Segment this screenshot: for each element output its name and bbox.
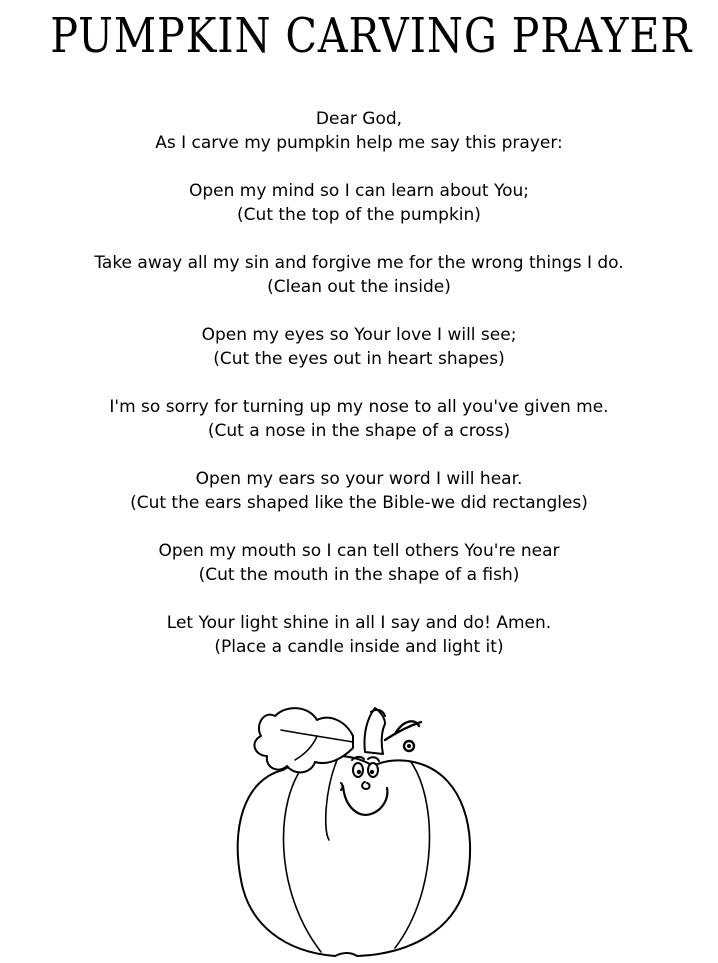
pumpkin-stem (364, 708, 385, 754)
carving-instruction: (Clean out the inside) (267, 277, 451, 297)
prayer-line: Let Your light shine in all I say and do! Amen. (166, 613, 552, 633)
prayer-stanza (0, 251, 718, 299)
carving-instruction: (Place a candle inside and light it) (214, 637, 504, 657)
page-title: PUMPKIN CARVING PRAYER (50, 8, 693, 64)
prayer-line: Open my eyes so Your love I will see; (201, 325, 517, 345)
carving-instruction: (Cut a nose in the shape of a cross) (207, 421, 511, 441)
pumpkin-illustration (225, 690, 485, 959)
carving-instruction: (Cut the ears shaped like the Bible-we did rectangles) (130, 493, 588, 513)
prayer-line: Open my ears so your word I will hear. (195, 469, 523, 489)
prayer-stanza (0, 539, 718, 587)
prayer-stanza (0, 611, 718, 659)
prayer-text (0, 107, 718, 683)
carving-instruction: (Cut the top of the pumpkin) (237, 205, 481, 225)
prayer-stanza (0, 467, 718, 515)
smiling-pumpkin-icon (225, 690, 485, 959)
prayer-intro: As I carve my pumpkin help me say this prayer: (155, 133, 563, 153)
prayer-line: Take away all my sin and forgive me for the wrong things I do. (94, 253, 624, 273)
tendril-curl (407, 744, 411, 748)
prayer-salutation: Dear God, (315, 109, 403, 129)
prayer-line: I'm so sorry for turning up my nose to all you've given me. (109, 397, 609, 417)
prayer-stanza (0, 323, 718, 371)
prayer-line: Open my mouth so I can tell others You're near (158, 541, 560, 561)
carving-instruction: (Cut the eyes out in heart shapes) (213, 349, 505, 369)
pumpkin-body (238, 756, 470, 956)
pupil-left (357, 770, 361, 774)
brow-right (368, 757, 379, 761)
prayer-line: Open my mind so I can learn about You; (188, 181, 530, 201)
pupil-right (370, 770, 374, 774)
carving-instruction: (Cut the mouth in the shape of a fish) (198, 565, 520, 585)
prayer-stanza (0, 395, 718, 443)
prayer-opening (0, 107, 718, 155)
prayer-stanza (0, 179, 718, 227)
pumpkin-eye-right (368, 763, 378, 777)
pumpkin-eye-left (353, 763, 363, 777)
